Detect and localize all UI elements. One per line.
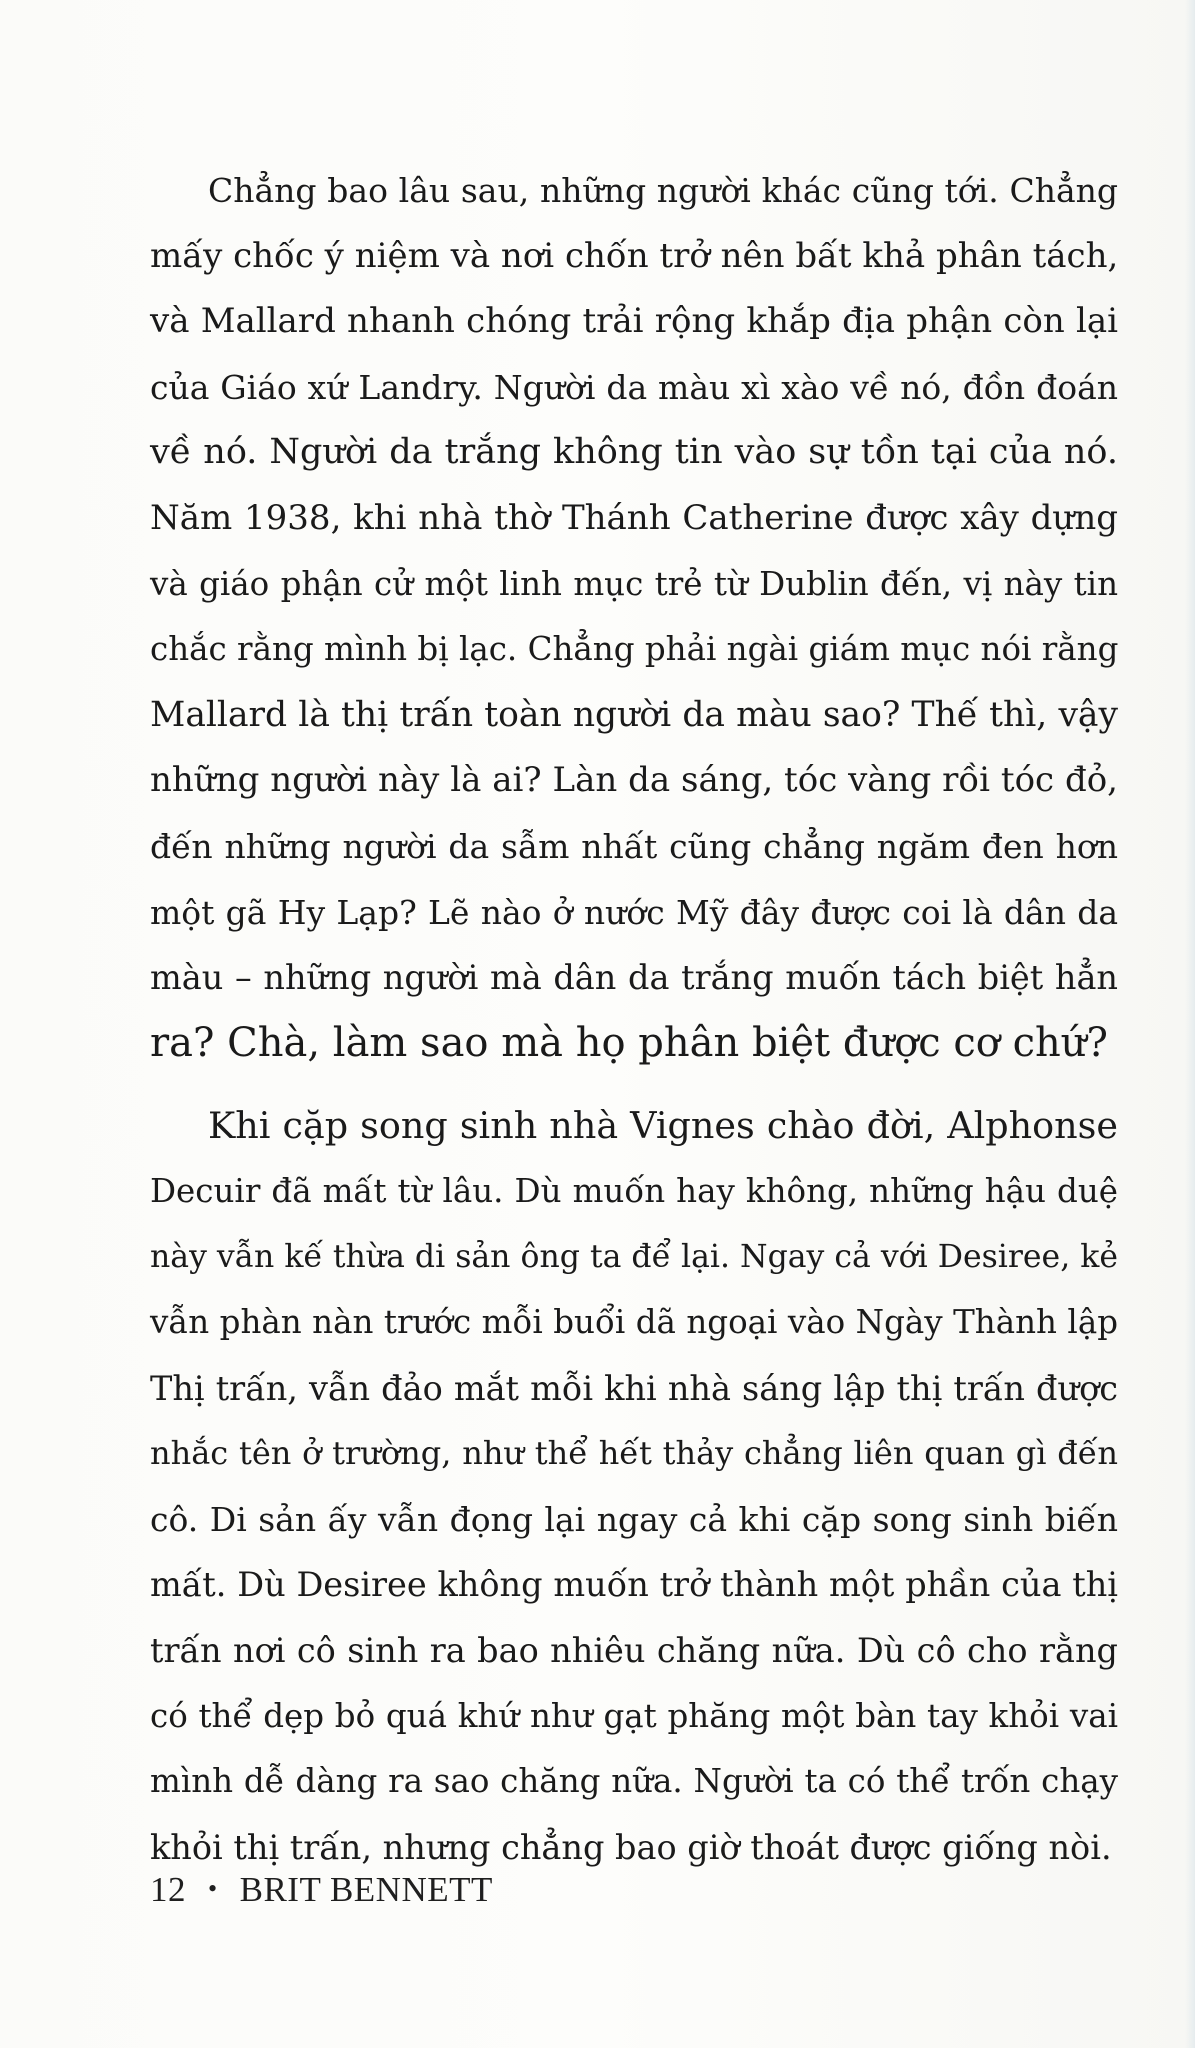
text-line: và giáo phận cử một linh mục trẻ từ Dublin đến, vị này tin (150, 564, 1118, 603)
bullet-separator: • (208, 1874, 218, 1903)
paragraph-1 (150, 158, 1118, 1076)
text-line: những người này là ai? Làn da sáng, tóc vàng rồi tóc đỏ, (150, 760, 1118, 801)
text-line: mất. Dù Desiree không muốn trở thành một phần của thị (150, 1565, 1118, 1605)
page-number: 12 (150, 1870, 186, 1909)
text-line: và Mallard nhanh chóng trải rộng khắp địa phận còn lại (150, 301, 1118, 342)
text-line: mấy chốc ý niệm và nơi chốn trở nên bất khả phân tách, (150, 235, 1119, 276)
text-line: chắc rằng mình bị lạc. Chẳng phải ngài giám mục nói rằng (150, 630, 1119, 669)
text-line: Năm 1938, khi nhà thờ Thánh Catherine được xây dựng (150, 497, 1118, 538)
text-line: một gã Hy Lạp? Lẽ nào ở nước Mỹ đây được coi là dân da (150, 892, 1118, 932)
text-line: về nó. Người da trắng không tin vào sự tồn tại của nó. (150, 432, 1118, 473)
text-line: của Giáo xứ Landry. Người da màu xì xào về nó, đồn đoán (150, 367, 1118, 407)
paragraph-2 (150, 1093, 1118, 1880)
text-line: màu – những người mà dân da trắng muốn tách biệt hẳn (150, 958, 1118, 998)
page-footer (150, 1870, 493, 1910)
text-line: này vẫn kế thừa di sản ông ta để lại. Ngay cả với Desiree, kẻ (150, 1238, 1118, 1275)
text-line: ra? Chà, làm sao mà họ phân biệt được cơ chứ? (150, 1019, 1108, 1066)
text-line: Decuir đã mất từ lâu. Dù muốn hay không, những hậu duệ (150, 1171, 1118, 1210)
body-text (150, 158, 1118, 1880)
text-line: Chẳng bao lâu sau, những người khác cũng tới. Chẳng (208, 171, 1118, 210)
text-line: có thể dẹp bỏ quá khứ như gạt phăng một bàn tay khỏi vai (150, 1696, 1118, 1735)
page-edge (1185, 0, 1195, 2048)
author-name: BRIT BENNETT (239, 1870, 493, 1909)
text-line: cô. Di sản ấy vẫn đọng lại ngay cả khi cặp song sinh biến (150, 1499, 1118, 1539)
text-line: Khi cặp song sinh nhà Vignes chào đời, Alphonse (208, 1104, 1118, 1148)
text-line: mình dễ dàng ra sao chăng nữa. Người ta có thể trốn chạy (150, 1762, 1118, 1801)
text-line: vẫn phàn nàn trước mỗi buổi dã ngoại vào Ngày Thành lập (150, 1303, 1118, 1342)
text-line: đến những người da sẫm nhất cũng chẳng ngăm đen hơn (150, 826, 1118, 866)
text-line: trấn nơi cô sinh ra bao nhiêu chăng nữa. Dù cô cho rằng (150, 1631, 1118, 1671)
text-line: Thị trấn, vẫn đảo mắt mỗi khi nhà sáng lập thị trấn được (150, 1368, 1118, 1408)
text-line: khỏi thị trấn, nhưng chẳng bao giờ thoát được giống nòi. (150, 1827, 1112, 1867)
text-line: Mallard là thị trấn toàn người da màu sao? Thế thì, vậy (150, 694, 1118, 735)
text-line: nhắc tên ở trường, như thể hết thảy chẳng liên quan gì đến (150, 1434, 1118, 1473)
